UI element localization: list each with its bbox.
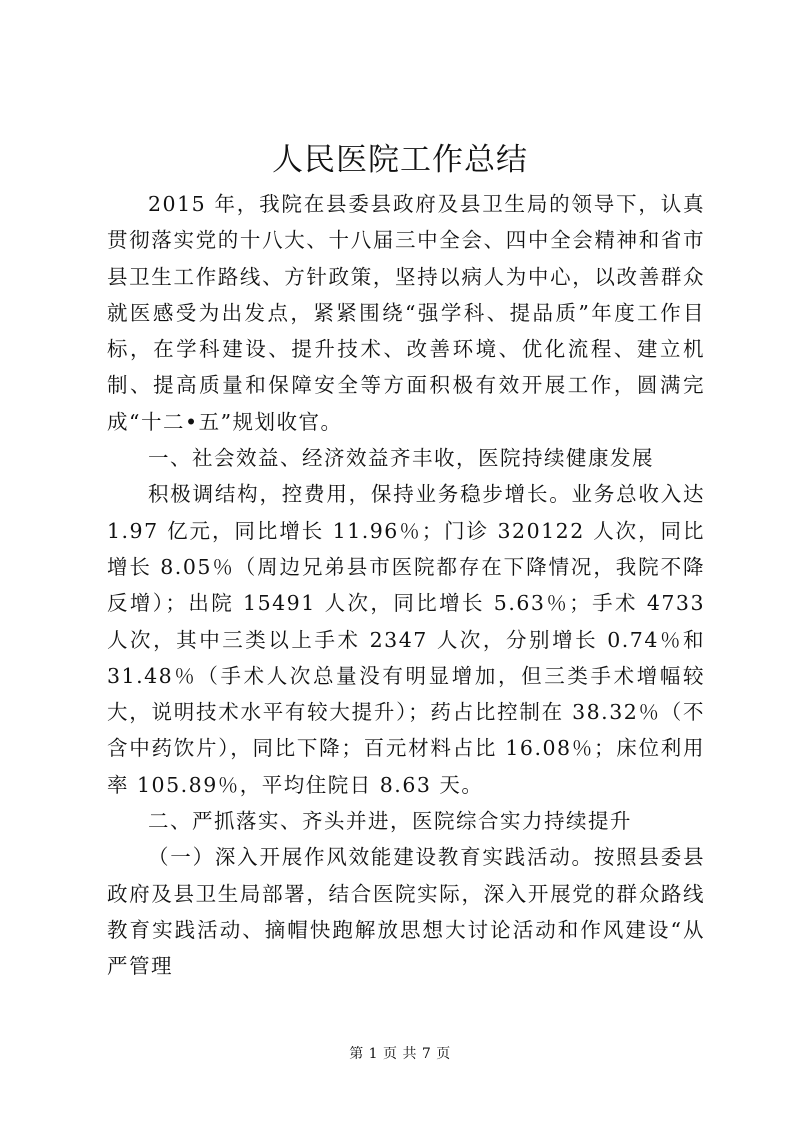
section-heading-2: 二、严抓落实、齐头并进，医院综合实力持续提升 [148, 809, 632, 834]
statistics-paragraph: 积极调结构，控费用，保持业务稳步增长。业务总收入达 1.97 亿元，同比增长 11.96％；门诊 320122 人次，同比增长 8.05％（周边兄弟县市医院都存在下降情况，我院不降反增）；出院 15491 人次，同比增长 5.63％；手术 4733 人次，其中三类以上手术 2347 人次，分别增长 0.74％和 31.48％（手术人次总量没有明显增加，但三类手术增幅较大，说明技术水平有较大提升）；药占比控制在 38.32％（不含中药饮片），同比下降；百元材料占比 16.08％；床位利用率 105.89％，平均住院日 8.63 天。 [107, 482, 705, 797]
subsection-paragraph: （一）深入开展作风效能建设教育实践活动。按照县委县政府及县卫生局部署，结合医院实际，深入开展党的群众路线教育实践活动、摘帽快跑解放思想大讨论活动和作风建设“从严管理 [107, 845, 705, 979]
page-footer: 第 1 页 共 7 页 [349, 1046, 451, 1062]
intro-paragraph: 2015 年，我院在县委县政府及县卫生局的领导下，认真贯彻落实党的十八大、十八届三中全会、四中全会精神和省市县卫生工作路线、方针政策，坚持以病人为中心，以改善群众就医感受为出发点，紧紧围绕“强学科、提品质”年度工作目标，在学科建设、提升技术、改善环境、优化流程、建立机制、提高质量和保障安全等方面积极有效开展工作，圆满完成“十二•五”规划收官。 [107, 192, 705, 434]
document-body [107, 186, 705, 985]
document-title: 人民医院工作总结 [272, 142, 528, 178]
section-heading-1: 一、社会效益、经济效益齐丰收，医院持续健康发展 [148, 446, 654, 471]
